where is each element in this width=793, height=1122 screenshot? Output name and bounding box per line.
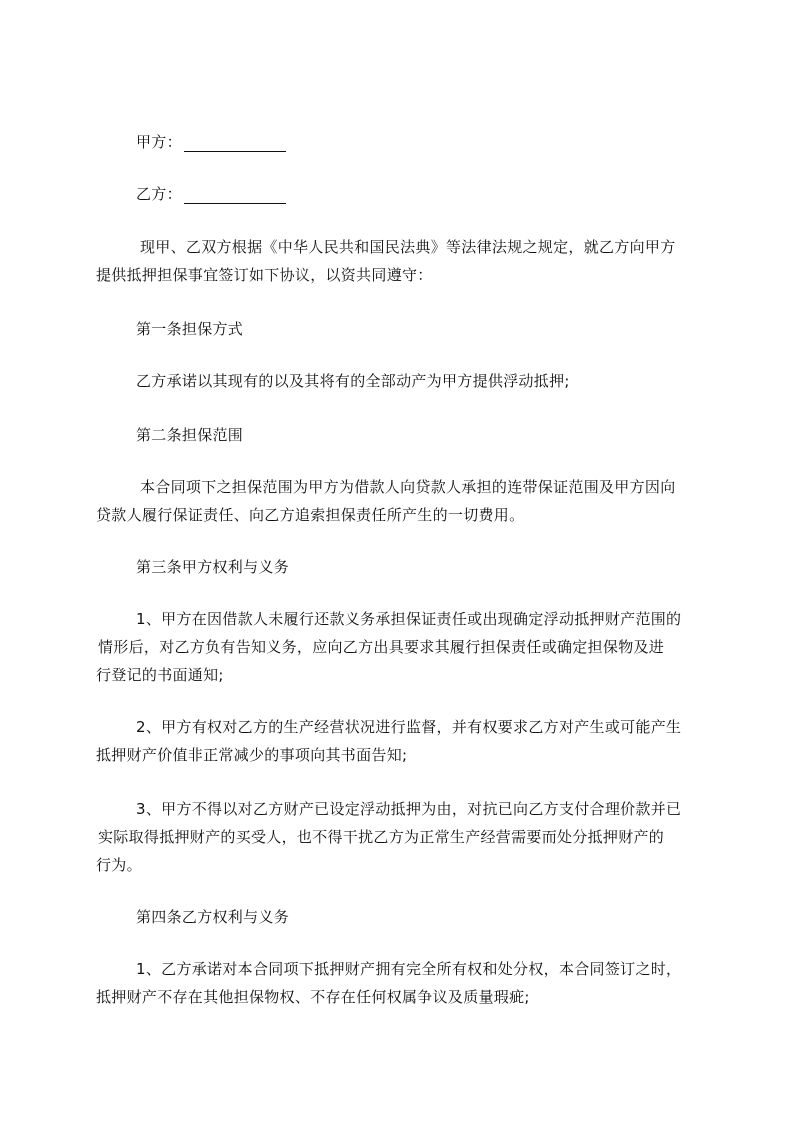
article-1-title: 第一条担保方式 bbox=[136, 320, 244, 338]
party-b-blank bbox=[184, 187, 286, 204]
article-2-line-2: 贷款人履行保证责任、向乙方追索担保责任所产生的一切费用。 bbox=[96, 506, 525, 524]
article-4-title: 第四条乙方权利与义务 bbox=[136, 908, 290, 926]
party-a-label: 甲方： bbox=[136, 133, 182, 151]
article-3-item-2-line-1: 2、甲方有权对乙方的生产经营状况进行监督，并有权要求乙方对产生或可能产生 bbox=[136, 718, 682, 736]
article-3-item-3-line-3: 行为。 bbox=[96, 856, 142, 874]
article-4-item-1-line-2: 抵押财产不存在其他担保物权、不存在任何权属争议及质量瑕疵; bbox=[96, 988, 530, 1006]
article-2-title: 第二条担保范围 bbox=[136, 426, 244, 444]
article-3-item-1-line-2: 情形后，对乙方负有告知义务，应向乙方出具要求其履行担保责任或确定担保物及进 bbox=[98, 638, 665, 656]
article-2-line-1: 本合同项下之担保范围为甲方为借款人向贷款人承担的连带保证范围及甲方因向 bbox=[140, 478, 676, 496]
party-b-line bbox=[136, 184, 286, 204]
article-3-item-2-line-2: 抵押财产价值非正常减少的事项向其书面告知; bbox=[96, 746, 408, 764]
article-3-item-3-line-1: 3、甲方不得以对乙方财产已设定浮动抵押为由，对抗已向乙方支付合理价款并已 bbox=[136, 800, 682, 818]
intro-line-1: 现甲、乙双方根据《中华人民共和国民法典》等法律法规之规定，就乙方向甲方 bbox=[140, 238, 676, 256]
article-3-item-1-line-3: 行登记的书面通知; bbox=[96, 666, 224, 684]
article-3-item-1-line-1: 1、甲方在因借款人未履行还款义务承担保证责任或出现确定浮动抵押财产范围的 bbox=[136, 610, 682, 628]
article-3-item-3-line-2: 实际取得抵押财产的买受人，也不得干扰乙方为正常生产经营需要而处分抵押财产的 bbox=[98, 828, 665, 846]
article-3-title: 第三条甲方权利与义务 bbox=[136, 558, 290, 576]
article-4-item-1-line-1: 1、乙方承诺对本合同项下抵押财产拥有完全所有权和处分权，本合同签订之时， bbox=[136, 960, 682, 978]
party-b-label: 乙方： bbox=[136, 185, 182, 203]
intro-line-2: 提供抵押担保事宜签订如下协议，以资共同遵守： bbox=[96, 266, 433, 284]
party-a-line bbox=[136, 132, 286, 152]
article-1-line-1: 乙方承诺以其现有的以及其将有的全部动产为甲方提供浮动抵押; bbox=[136, 372, 570, 390]
party-a-blank bbox=[184, 135, 286, 152]
